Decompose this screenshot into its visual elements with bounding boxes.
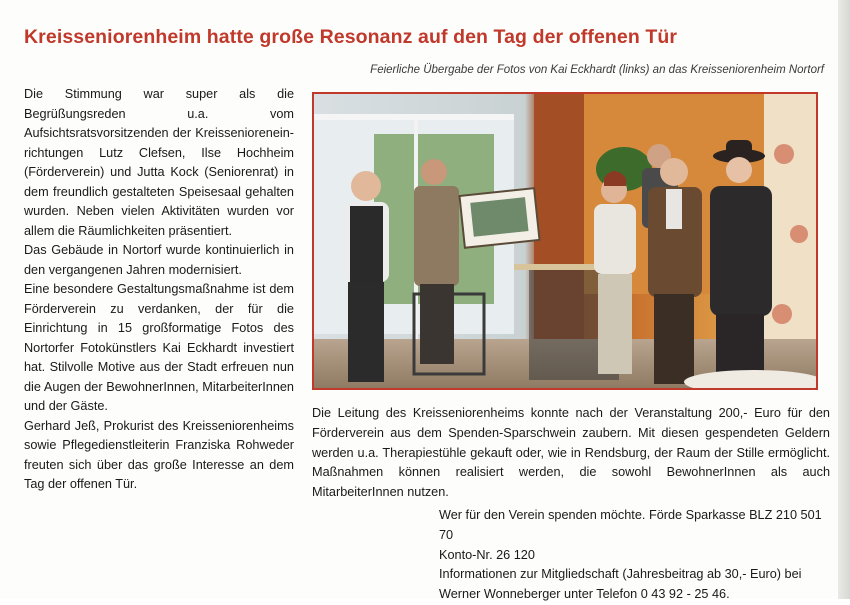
paragraph: Die Leitung des Kreisseniorenheims konnte nach der Veranstaltung 200,- Euro für den Förderverein aus dem Spenden-Sparschwein zaubern. Mit diesen gespendeten Geldern werden u.a. Therapiestühle gekauft oder, wie in Rendsburg, der Raum der Stille ermöglicht. Maßnahmen können realisiert werden, die sowohl BewohnerInnen als auch MitarbeiterInnen nutzen. (312, 406, 830, 500)
paragraph: Die Stimmung war super als die Begrüßungsreden u.a. vom Aufsichtsratsvorsitzenden der Kreissenioreneinrichtungen Lutz Clefsen, Ilse Hochheim (Förderverein) und Jutta Kock (Seniorenrat) in dem freundlich gestalteten Speisesaal gehalten wurden. Neben vielen Aktivitäten wurden vor allem die Räumlichkeiten präsentiert. (24, 87, 294, 238)
paragraph: Das Gebäude in Nortorf wurde kontinuierlich in den vergangenen Jahren modernisiert. (24, 243, 294, 277)
page-edge (838, 0, 850, 599)
paragraph: Eine besondere Gestaltungsmaßnahme ist dem Förderverein zu verdanken, der für die Einrichtung in 15 großformatige Fotos des Nortorfer Fotokünstlers Kai Eckhardt investiert hat. Stilvolle Motive aus der Stadt erfreuen nun die Augen der BewohnerInnen, MitarbeiterInnen und der Gäste. (24, 282, 294, 413)
left-column (24, 85, 294, 495)
article-photo (312, 92, 818, 390)
article-headline: Kreisseniorenheim hatte große Resonanz auf den Tag der offenen Tür (24, 26, 678, 48)
photo-caption: Feierliche Übergabe der Fotos von Kai Eckhardt (links) an das Kreisseniorenheim Nortorf (370, 64, 824, 76)
donation-info (439, 506, 830, 605)
donation-line: Konto-Nr. 26 120 (439, 547, 535, 562)
donation-line: Informationen zur Mitgliedschaft (Jahresbeitrag ab 30,- Euro) bei Werner Wonneberger unter Telefon 0 43 92 - 25 46. (439, 567, 802, 602)
paragraph: Gerhard Jeß, Prokurist des Kreisseniorenheims sowie Pflegedienstleiterin Franziska Rohweder freuten sich über das große Interesse an dem Tag der offenen Tür. (24, 418, 294, 491)
donation-line: Wer für den Verein spenden möchte. Förde Sparkasse BLZ 210 501 70 (439, 508, 822, 542)
right-column (312, 404, 830, 503)
photo-illustration (314, 94, 816, 388)
